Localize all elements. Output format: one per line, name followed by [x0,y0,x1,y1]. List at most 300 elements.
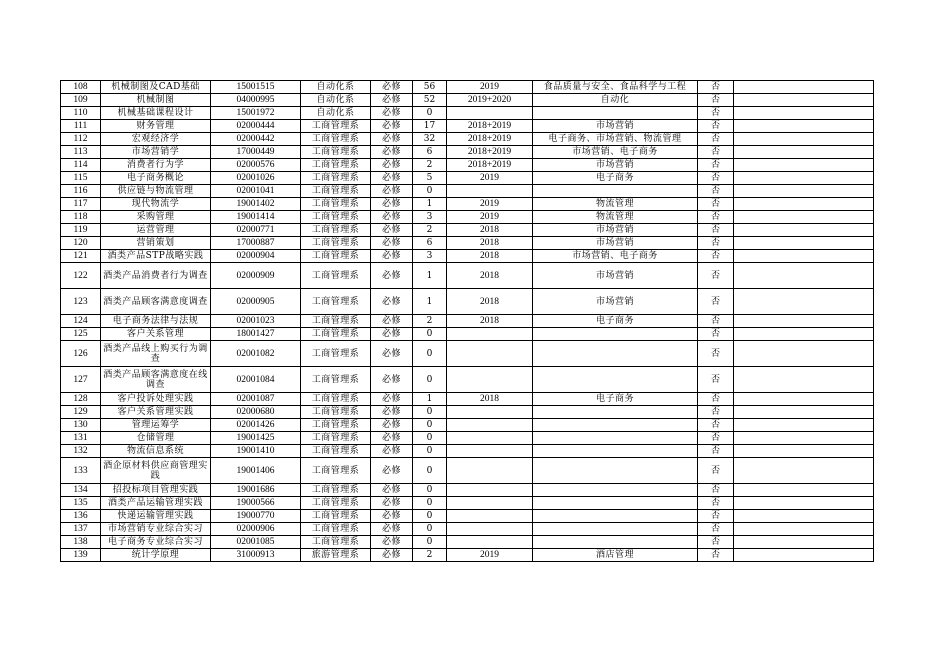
department-cell[interactable]: 工商管理系 [301,497,371,510]
department-cell[interactable]: 工商管理系 [301,198,371,211]
major-cell[interactable] [533,458,698,484]
year-cell[interactable]: 2018+2019 [447,146,533,159]
year-cell[interactable]: 2019+2020 [447,94,533,107]
extra-cell[interactable] [734,94,874,107]
course-type-cell[interactable]: 必修 [371,549,413,562]
flag-cell[interactable]: 否 [698,497,734,510]
flag-cell[interactable]: 否 [698,458,734,484]
year-cell[interactable]: 2018 [447,393,533,406]
major-cell[interactable] [533,107,698,120]
course-name-cell[interactable]: 运营管理 [101,224,211,237]
major-cell[interactable] [533,367,698,393]
course-type-cell[interactable]: 必修 [371,419,413,432]
course-type-cell[interactable]: 必修 [371,523,413,536]
major-cell[interactable]: 酒店管理 [533,549,698,562]
course-name-cell[interactable]: 管理运筹学 [101,419,211,432]
row-number[interactable]: 129 [61,406,101,419]
count-cell[interactable]: 0 [413,107,447,120]
flag-cell[interactable]: 否 [698,367,734,393]
count-cell[interactable]: 52 [413,94,447,107]
count-cell[interactable]: 0 [413,484,447,497]
flag-cell[interactable]: 否 [698,224,734,237]
count-cell[interactable]: 0 [413,432,447,445]
department-cell[interactable]: 自动化系 [301,81,371,94]
count-cell[interactable]: 1 [413,198,447,211]
year-cell[interactable] [447,419,533,432]
department-cell[interactable]: 工商管理系 [301,289,371,315]
course-code-cell[interactable]: 02000444 [211,120,301,133]
course-type-cell[interactable]: 必修 [371,159,413,172]
count-cell[interactable]: 0 [413,419,447,432]
course-code-cell[interactable]: 17000449 [211,146,301,159]
year-cell[interactable] [447,484,533,497]
major-cell[interactable]: 电子商务、市场营销、物流管理 [533,133,698,146]
course-type-cell[interactable]: 必修 [371,341,413,367]
year-cell[interactable]: 2019 [447,81,533,94]
extra-cell[interactable] [734,198,874,211]
row-number[interactable]: 115 [61,172,101,185]
course-type-cell[interactable]: 必修 [371,237,413,250]
course-type-cell[interactable]: 必修 [371,510,413,523]
course-name-cell[interactable]: 客户关系管理 [101,328,211,341]
year-cell[interactable]: 2018 [447,224,533,237]
extra-cell[interactable] [734,458,874,484]
flag-cell[interactable]: 否 [698,406,734,419]
department-cell[interactable]: 工商管理系 [301,133,371,146]
extra-cell[interactable] [734,250,874,263]
department-cell[interactable]: 工商管理系 [301,445,371,458]
course-code-cell[interactable]: 31000913 [211,549,301,562]
department-cell[interactable]: 自动化系 [301,94,371,107]
department-cell[interactable]: 工商管理系 [301,185,371,198]
course-name-cell[interactable]: 市场营销学 [101,146,211,159]
count-cell[interactable]: 56 [413,81,447,94]
department-cell[interactable]: 工商管理系 [301,237,371,250]
count-cell[interactable]: 3 [413,211,447,224]
extra-cell[interactable] [734,445,874,458]
row-number[interactable]: 121 [61,250,101,263]
flag-cell[interactable]: 否 [698,549,734,562]
major-cell[interactable]: 市场营销、电子商务 [533,250,698,263]
course-code-cell[interactable]: 19000566 [211,497,301,510]
major-cell[interactable]: 电子商务 [533,315,698,328]
row-number[interactable]: 116 [61,185,101,198]
department-cell[interactable]: 工商管理系 [301,367,371,393]
course-code-cell[interactable]: 19001402 [211,198,301,211]
flag-cell[interactable]: 否 [698,341,734,367]
course-name-cell[interactable]: 电子商务专业综合实习 [101,536,211,549]
extra-cell[interactable] [734,432,874,445]
course-name-cell[interactable]: 酒类产品消费者行为调查 [101,263,211,289]
flag-cell[interactable]: 否 [698,419,734,432]
extra-cell[interactable] [734,549,874,562]
major-cell[interactable] [533,341,698,367]
course-type-cell[interactable]: 必修 [371,484,413,497]
row-number[interactable]: 128 [61,393,101,406]
flag-cell[interactable]: 否 [698,94,734,107]
row-number[interactable]: 126 [61,341,101,367]
department-cell[interactable]: 工商管理系 [301,211,371,224]
flag-cell[interactable]: 否 [698,536,734,549]
year-cell[interactable]: 2018 [447,289,533,315]
flag-cell[interactable]: 否 [698,263,734,289]
year-cell[interactable]: 2019 [447,198,533,211]
course-code-cell[interactable]: 15001515 [211,81,301,94]
year-cell[interactable]: 2019 [447,549,533,562]
course-name-cell[interactable]: 客户投诉处理实践 [101,393,211,406]
year-cell[interactable] [447,406,533,419]
year-cell[interactable] [447,185,533,198]
department-cell[interactable]: 工商管理系 [301,159,371,172]
course-code-cell[interactable]: 02001426 [211,419,301,432]
row-number[interactable]: 127 [61,367,101,393]
course-code-cell[interactable]: 19000770 [211,510,301,523]
course-code-cell[interactable]: 02000909 [211,263,301,289]
year-cell[interactable] [447,458,533,484]
course-name-cell[interactable]: 快递运输管理实践 [101,510,211,523]
department-cell[interactable]: 工商管理系 [301,536,371,549]
year-cell[interactable]: 2019 [447,211,533,224]
course-code-cell[interactable]: 02001085 [211,536,301,549]
course-name-cell[interactable]: 电子商务概论 [101,172,211,185]
count-cell[interactable]: 2 [413,315,447,328]
row-number[interactable]: 112 [61,133,101,146]
department-cell[interactable]: 工商管理系 [301,523,371,536]
major-cell[interactable]: 物流管理 [533,211,698,224]
course-type-cell[interactable]: 必修 [371,406,413,419]
year-cell[interactable] [447,107,533,120]
major-cell[interactable]: 市场营销 [533,159,698,172]
major-cell[interactable]: 电子商务 [533,393,698,406]
major-cell[interactable] [533,523,698,536]
count-cell[interactable]: 0 [413,523,447,536]
extra-cell[interactable] [734,172,874,185]
department-cell[interactable]: 工商管理系 [301,224,371,237]
department-cell[interactable]: 工商管理系 [301,120,371,133]
year-cell[interactable] [447,536,533,549]
course-name-cell[interactable]: 物流信息系统 [101,445,211,458]
course-type-cell[interactable]: 必修 [371,289,413,315]
row-number[interactable]: 130 [61,419,101,432]
year-cell[interactable] [447,328,533,341]
course-code-cell[interactable]: 19001406 [211,458,301,484]
course-name-cell[interactable]: 消费者行为学 [101,159,211,172]
count-cell[interactable]: 2 [413,159,447,172]
course-code-cell[interactable]: 19001414 [211,211,301,224]
course-code-cell[interactable]: 04000995 [211,94,301,107]
major-cell[interactable] [533,432,698,445]
major-cell[interactable] [533,328,698,341]
count-cell[interactable]: 6 [413,146,447,159]
row-number[interactable]: 108 [61,81,101,94]
count-cell[interactable]: 5 [413,172,447,185]
year-cell[interactable]: 2018 [447,237,533,250]
extra-cell[interactable] [734,237,874,250]
department-cell[interactable]: 工商管理系 [301,315,371,328]
year-cell[interactable]: 2019 [447,172,533,185]
count-cell[interactable]: 6 [413,237,447,250]
course-name-cell[interactable]: 酒类产品线上购买行为调查 [101,341,211,367]
year-cell[interactable] [447,523,533,536]
row-number[interactable]: 120 [61,237,101,250]
course-code-cell[interactable]: 19001425 [211,432,301,445]
row-number[interactable]: 138 [61,536,101,549]
flag-cell[interactable]: 否 [698,211,734,224]
major-cell[interactable] [533,497,698,510]
flag-cell[interactable]: 否 [698,133,734,146]
extra-cell[interactable] [734,120,874,133]
course-code-cell[interactable]: 02001041 [211,185,301,198]
course-type-cell[interactable]: 必修 [371,107,413,120]
major-cell[interactable] [533,185,698,198]
flag-cell[interactable]: 否 [698,289,734,315]
department-cell[interactable]: 工商管理系 [301,484,371,497]
year-cell[interactable]: 2018 [447,315,533,328]
department-cell[interactable]: 工商管理系 [301,406,371,419]
flag-cell[interactable]: 否 [698,523,734,536]
count-cell[interactable]: 2 [413,224,447,237]
extra-cell[interactable] [734,211,874,224]
course-name-cell[interactable]: 仓储管理 [101,432,211,445]
course-name-cell[interactable]: 财务管理 [101,120,211,133]
major-cell[interactable]: 食品质量与安全、食品科学与工程 [533,81,698,94]
course-name-cell[interactable]: 酒类产品顾客满意度调查 [101,289,211,315]
extra-cell[interactable] [734,536,874,549]
row-number[interactable]: 137 [61,523,101,536]
course-type-cell[interactable]: 必修 [371,458,413,484]
department-cell[interactable]: 旅游管理系 [301,549,371,562]
major-cell[interactable]: 市场营销、电子商务 [533,146,698,159]
course-name-cell[interactable]: 酒类产品顾客满意度在线调查 [101,367,211,393]
department-cell[interactable]: 工商管理系 [301,172,371,185]
course-type-cell[interactable]: 必修 [371,81,413,94]
row-number[interactable]: 114 [61,159,101,172]
row-number[interactable]: 125 [61,328,101,341]
department-cell[interactable]: 自动化系 [301,107,371,120]
year-cell[interactable] [447,367,533,393]
major-cell[interactable]: 市场营销 [533,120,698,133]
flag-cell[interactable]: 否 [698,172,734,185]
major-cell[interactable]: 市场营销 [533,237,698,250]
course-type-cell[interactable]: 必修 [371,133,413,146]
extra-cell[interactable] [734,146,874,159]
major-cell[interactable] [533,445,698,458]
department-cell[interactable]: 工商管理系 [301,458,371,484]
course-type-cell[interactable]: 必修 [371,172,413,185]
count-cell[interactable]: 17 [413,120,447,133]
department-cell[interactable]: 工商管理系 [301,393,371,406]
course-code-cell[interactable]: 02001026 [211,172,301,185]
row-number[interactable]: 136 [61,510,101,523]
course-name-cell[interactable]: 营销策划 [101,237,211,250]
year-cell[interactable]: 2018 [447,263,533,289]
course-name-cell[interactable]: 现代物流学 [101,198,211,211]
flag-cell[interactable]: 否 [698,185,734,198]
course-name-cell[interactable]: 招投标项目管理实践 [101,484,211,497]
major-cell[interactable]: 市场营销 [533,289,698,315]
course-name-cell[interactable]: 电子商务法律与法规 [101,315,211,328]
extra-cell[interactable] [734,406,874,419]
extra-cell[interactable] [734,224,874,237]
extra-cell[interactable] [734,133,874,146]
course-type-cell[interactable]: 必修 [371,185,413,198]
row-number[interactable]: 119 [61,224,101,237]
year-cell[interactable] [447,497,533,510]
flag-cell[interactable]: 否 [698,146,734,159]
course-code-cell[interactable]: 19001410 [211,445,301,458]
course-type-cell[interactable]: 必修 [371,536,413,549]
major-cell[interactable] [533,406,698,419]
count-cell[interactable]: 0 [413,185,447,198]
flag-cell[interactable]: 否 [698,198,734,211]
course-name-cell[interactable]: 统计学原理 [101,549,211,562]
extra-cell[interactable] [734,315,874,328]
year-cell[interactable]: 2018+2019 [447,133,533,146]
department-cell[interactable]: 工商管理系 [301,250,371,263]
extra-cell[interactable] [734,393,874,406]
flag-cell[interactable]: 否 [698,159,734,172]
department-cell[interactable]: 工商管理系 [301,419,371,432]
extra-cell[interactable] [734,107,874,120]
count-cell[interactable]: 1 [413,263,447,289]
row-number[interactable]: 117 [61,198,101,211]
course-type-cell[interactable]: 必修 [371,120,413,133]
row-number[interactable]: 122 [61,263,101,289]
extra-cell[interactable] [734,510,874,523]
department-cell[interactable]: 工商管理系 [301,341,371,367]
extra-cell[interactable] [734,185,874,198]
flag-cell[interactable]: 否 [698,445,734,458]
course-name-cell[interactable]: 宏观经济学 [101,133,211,146]
flag-cell[interactable]: 否 [698,237,734,250]
course-type-cell[interactable]: 必修 [371,94,413,107]
extra-cell[interactable] [734,523,874,536]
count-cell[interactable]: 0 [413,341,447,367]
course-code-cell[interactable]: 02000442 [211,133,301,146]
course-name-cell[interactable]: 机械制图及CAD基础 [101,81,211,94]
flag-cell[interactable]: 否 [698,315,734,328]
major-cell[interactable] [533,536,698,549]
flag-cell[interactable]: 否 [698,510,734,523]
count-cell[interactable]: 0 [413,497,447,510]
year-cell[interactable]: 2018+2019 [447,120,533,133]
count-cell[interactable]: 0 [413,536,447,549]
department-cell[interactable]: 工商管理系 [301,432,371,445]
department-cell[interactable]: 工商管理系 [301,510,371,523]
extra-cell[interactable] [734,81,874,94]
row-number[interactable]: 139 [61,549,101,562]
year-cell[interactable] [447,432,533,445]
count-cell[interactable]: 2 [413,549,447,562]
course-type-cell[interactable]: 必修 [371,224,413,237]
department-cell[interactable]: 工商管理系 [301,328,371,341]
course-type-cell[interactable]: 必修 [371,263,413,289]
course-name-cell[interactable]: 供应链与物流管理 [101,185,211,198]
row-number[interactable]: 131 [61,432,101,445]
course-type-cell[interactable]: 必修 [371,250,413,263]
major-cell[interactable]: 市场营销 [533,263,698,289]
count-cell[interactable]: 0 [413,445,447,458]
count-cell[interactable]: 0 [413,406,447,419]
count-cell[interactable]: 0 [413,510,447,523]
extra-cell[interactable] [734,159,874,172]
extra-cell[interactable] [734,289,874,315]
course-name-cell[interactable]: 客户关系管理实践 [101,406,211,419]
course-type-cell[interactable]: 必修 [371,211,413,224]
row-number[interactable]: 133 [61,458,101,484]
course-code-cell[interactable]: 02000576 [211,159,301,172]
course-code-cell[interactable]: 17000887 [211,237,301,250]
extra-cell[interactable] [734,328,874,341]
extra-cell[interactable] [734,419,874,432]
course-type-cell[interactable]: 必修 [371,315,413,328]
row-number[interactable]: 124 [61,315,101,328]
major-cell[interactable] [533,484,698,497]
flag-cell[interactable]: 否 [698,328,734,341]
course-type-cell[interactable]: 必修 [371,445,413,458]
course-type-cell[interactable]: 必修 [371,146,413,159]
row-number[interactable]: 110 [61,107,101,120]
year-cell[interactable] [447,510,533,523]
count-cell[interactable]: 0 [413,367,447,393]
course-name-cell[interactable]: 采购管理 [101,211,211,224]
major-cell[interactable]: 自动化 [533,94,698,107]
course-code-cell[interactable]: 02001023 [211,315,301,328]
extra-cell[interactable] [734,484,874,497]
course-type-cell[interactable]: 必修 [371,393,413,406]
extra-cell[interactable] [734,497,874,510]
major-cell[interactable]: 电子商务 [533,172,698,185]
major-cell[interactable] [533,419,698,432]
course-code-cell[interactable]: 02001082 [211,341,301,367]
major-cell[interactable]: 物流管理 [533,198,698,211]
course-type-cell[interactable]: 必修 [371,198,413,211]
course-name-cell[interactable]: 酒企原材料供应商管理实践 [101,458,211,484]
course-code-cell[interactable]: 18001427 [211,328,301,341]
course-type-cell[interactable]: 必修 [371,367,413,393]
course-code-cell[interactable]: 02000904 [211,250,301,263]
row-number[interactable]: 113 [61,146,101,159]
row-number[interactable]: 132 [61,445,101,458]
year-cell[interactable] [447,341,533,367]
course-type-cell[interactable]: 必修 [371,497,413,510]
count-cell[interactable]: 0 [413,458,447,484]
course-code-cell[interactable]: 15001972 [211,107,301,120]
flag-cell[interactable]: 否 [698,120,734,133]
flag-cell[interactable]: 否 [698,484,734,497]
course-code-cell[interactable]: 02001084 [211,367,301,393]
course-name-cell[interactable]: 机械制图 [101,94,211,107]
course-code-cell[interactable]: 02001087 [211,393,301,406]
count-cell[interactable]: 1 [413,289,447,315]
count-cell[interactable]: 32 [413,133,447,146]
course-code-cell[interactable]: 02000680 [211,406,301,419]
course-code-cell[interactable]: 19001686 [211,484,301,497]
course-type-cell[interactable]: 必修 [371,432,413,445]
row-number[interactable]: 118 [61,211,101,224]
count-cell[interactable]: 1 [413,393,447,406]
course-code-cell[interactable]: 02000906 [211,523,301,536]
course-code-cell[interactable]: 02000771 [211,224,301,237]
flag-cell[interactable]: 否 [698,250,734,263]
row-number[interactable]: 111 [61,120,101,133]
flag-cell[interactable]: 否 [698,432,734,445]
flag-cell[interactable]: 否 [698,81,734,94]
year-cell[interactable] [447,445,533,458]
course-type-cell[interactable]: 必修 [371,328,413,341]
count-cell[interactable]: 3 [413,250,447,263]
major-cell[interactable] [533,510,698,523]
